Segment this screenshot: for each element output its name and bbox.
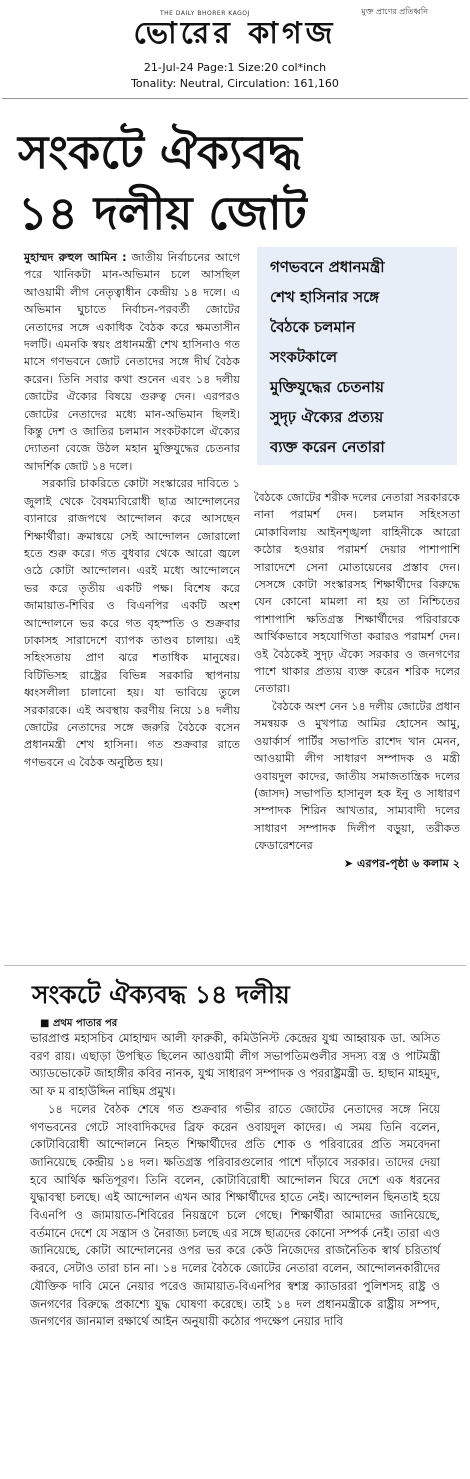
headline-line-2: ১৪ দলীয় জোট [18, 186, 307, 240]
article-paragraph: বৈঠকে জোটের শরীক দলের নেতারা সরকারকে নানা পরামর্শ দেন। চলমান সহিংসতা মোকাবিলায় আইনশৃঙ্খলা বাহিনীকে আরো কঠোর হওয়ার পরামর্শ দেয়ার পাশাপাশি সারাদেশে সেনা মোতায়েনের প্রস্তাব দেন। সেসঙ্গে কোটা সংস্কারসহ শিক্ষার্থীদের বিরুদ্ধে যেন কোনো মামলা না হয় তা নিশ্চিতের পাশাপাশি ক্ষতিগ্রস্ত শিক্ষার্থীদের পরিবারকে আর্থিকভাবে সহযোগিতা করারও পরামর্শ দেন। ওই বৈঠকেই সুদৃঢ় ঐক্যে সরকার ও জনগণের পাশে থাকার প্রত্যয় ব্যক্ত করেন শরিক দলের নেতারা। [254, 491, 460, 696]
article-paragraph: বৈঠকে অংশ নেন ১৪ দলীয় জোটের প্রধান সমন্বয়ক ও মুখপাত্র আমির হোসেন আমু, ওয়ার্কার্স পার্টির সভাপতি রাশেদ খান মেনন, আওয়ামী লীগ সাধারণ সম্পাদক ও মন্ত্রী ওবায়দুল কাদের, জাতীয় সমাজতান্ত্রিক দলের (জাসদ) সভাপতি হাসানুল হক ইনু ও সাধারণ সম্পাদক শিরিন আখতার, সাম্যবাদী দলের সাধারণ সম্পাদক দিলীপ বড়ুয়া, তরীকত ফেডারেশনের [254, 699, 460, 853]
highlight-line: সুদৃঢ় ঐক্যের প্রত্যয় [270, 408, 384, 426]
article-paragraph [24, 249, 240, 475]
highlight-line: সংকটকালে [270, 348, 338, 366]
article-column-left [24, 249, 240, 771]
article-paragraph: ১৪ দলের বৈঠক শেষে গত শুক্রবার গভীর রাতে জোটের নেতাদের সঙ্গে নিয়ে গণভবনের গেটে সাংবাদিকদের ব্রিফ করেন ওবায়দুল কাদের। এ সময় তিনি বলেন, কোটাবিরোধী আন্দোলনে নিহত শিক্ষার্থীদের প্রতি শোক ও পরিবারের প্রতি সমবেদনা জানিয়েছে কেন্দ্রীয় ১৪ দল। ক্ষতিগ্রস্ত পরিবারগুলোর পাশে দাঁড়াবে সরকার। তাদের দেয়া হবে আর্থিক ক্ষতিপূরণ। তিনি বলেন, কোটাবিরোধী আন্দোলন ঘিরে দেশে এক ধরনের যুদ্ধাবস্থা চলছে। এই আন্দোলন এখন আর শিক্ষার্থীদের হাতে নেই। আন্দোলন ছিনতাই হয়ে বিএনপি ও জামায়াত-শিবিরের নিয়ন্ত্রণে চলে গেছে। শিক্ষার্থীরা আমাদের জানিয়েছে, বর্তমানে দেশে যে সন্ত্রাস ও নৈরাজ্য চলছে এর সঙ্গে ছাত্রদের কোনো সম্পর্ক নেই। তারা এও জানিয়েছে, কোটা আন্দোলনের ওপর ভর করে কেউ নিজেদের রাজনৈতিক স্বার্থ চরিতার্থ করবে, সেটাও তারা চান না। ১৪ দলের বৈঠকে জোটের নেতারা বলেন, আন্দোলনকারীদের যৌক্তিক দাবি মেনে নেয়ার পরেও জামায়াত-বিএনপির স্বশস্ত্র ক্যাডাররা পুলিশসহ রাষ্ট্র ও জনগণের বিরুদ্ধে প্রকাশ্যে যুদ্ধ ঘোষণা করেছে। তাই ১৪ দল প্রধানমন্ত্রীকে রাষ্ট্রীয় সম্পদ, জনগণের জানমাল রক্ষার্থে আইন অনুযায়ী কঠোর পদক্ষেপ নেয়ার দাবি [30, 1101, 440, 1329]
article-paragraph: সরকারি চাকরিতে কোটা সংস্কারের দাবিতে ১ জুলাই থেকে বৈষম্যবিরোধী ছাত্র আন্দোলনের ব্যানারে রাজপথে আন্দোলন করে আসছেন শিক্ষার্থীরা। ক্রমান্বয়ে সেই আন্দোলন জোরালো হতে শুরু করে। গত বুধবার থেকে আরো জ্বলে ওঠে কোটা আন্দোলন। এরই মধ্যে আন্দোলনে ভর করে তৃতীয় একটি পক্ষ। বিশেষ করে জামায়াত-শিবির ও বিএনপির একটি অংশ আন্দোলনে ভর করে গত বৃহস্পতি ও শুক্রবার ঢাকাসহ সারাদেশে ব্যাপক তাণ্ডব চালায়। এই সহিংসতায় প্রাণ ঝরে শতাধিক মানুষের। বিটিভিসহ রাষ্ট্রের বিভিন্ন সরকারি স্থাপনায় ধ্বংসলীলা চালানো হয়। যা ভাবিয়ে তুলে সরকারকে। এই অবস্থায় করণীয় নিয়ে ১৪ দলীয় জোটের নেতাদের সঙ্গে জরুরি বৈঠকে বসেন প্রধানমন্ত্রী শেখ হাসিনা। গত শুক্রবার রাতে গণভবনে এ বৈঠক অনুষ্ঠিত হয়। [24, 477, 240, 769]
newspaper-logo: ভোরের কাগজ [133, 16, 337, 51]
clip-meta-tonality: Tonality: Neutral, Circulation: 161,160 [131, 77, 339, 90]
highlight-line: বৈঠকে চলমান [270, 318, 356, 336]
continuation-headline: সংকটে ঐক্যবদ্ধ ১৪ দলীয় [32, 980, 290, 1009]
masthead-slogan: মুক্ত প্রাণের প্রতিধ্বনি [361, 7, 428, 16]
clip-meta-size: 21-Jul-24 Page:1 Size:20 col*inch [143, 61, 327, 74]
masthead-english-name: THE DAILY BHORER KAGOJ [160, 10, 250, 17]
continuation-body [30, 1030, 440, 1331]
highlight-line: ব্যক্ত করেন নেতারা [270, 438, 385, 456]
divider [2, 98, 468, 99]
byline: মুহাম্মদ রুহুল আমিন : [24, 251, 127, 264]
headline-line-1: সংকটে ঐক্যবদ্ধ [18, 125, 302, 179]
masthead [0, 0, 470, 60]
continued-from-label: ■ প্রথম পাতার পর [40, 1016, 117, 1033]
highlight-line: মুক্তিযুদ্ধের চেতনায় [270, 378, 384, 396]
article-column-right [254, 489, 460, 872]
continued-on-mark: ➤ এরপর-পৃষ্ঠা ৬ কলাম ২ [343, 856, 460, 870]
highlight-line: শেখ হাসিনার সঙ্গে [270, 288, 380, 306]
highlight-line: গণভবনে প্রধানমন্ত্রী [270, 258, 385, 276]
divider [4, 965, 466, 966]
article-paragraph: ভারপ্রাপ্ত মহাসচিব মোহাম্মদ আলী ফারুকী, কমিউনিস্ট কেন্দ্রের যুগ্ম আহ্বায়ক ডা. অসিত বরণ রায়। এছাড়া উপস্থিত ছিলেন আওয়ামী লীগ সভাপতিমণ্ডলীর সদস্য বস্ত্র ও পাটমন্ত্রী অ্যাডভোকেট জাহাঙ্গীর কবির নানক, যুগ্ম সাধারণ সম্পাদক ও পররাষ্ট্রমন্ত্রী ড. হাছান মাহমুদ, আ ফ ম বাহাউদ্দিন নাছিম প্রমুখ। [30, 1031, 440, 1099]
paragraph-text: জাতীয় নির্বাচনের আগে পরে খানিকটা মান-অভিমান চলে আসছিল আওয়ামী লীগ নেতৃত্বাধীন কেন্দ্রীয় ১৪ দলে। এ অভিমান ঘুচাতে নির্বাচন-পরবর্তী জোটের নেতাদের সঙ্গে একাধিক বৈঠক করে ক্ষমতাসীন দলটি। এমনকি স্বয়ং প্রধানমন্ত্রী শেখ হাসিনাও গত মাসে গণভবনে জোট নেতাদের সঙ্গে দীর্ঘ বৈঠক করেন। তিনি সবার কথা শুনেন এবং ১৪ দলীয় জোটের ঐক্যের বিষয়ে গুরুত্ব দেন। এরপরও জোটের নেতাদের মধ্যে মান-অভিমান ছিলই। কিন্তু দেশ ও জাতির চলমান সংকটকালে ঐক্যের দ্যোতনা বেজে উঠল মহান মুক্তিযুদ্ধের চেতনার আদর্শিক জোট ১৪ দলে। [24, 251, 240, 473]
